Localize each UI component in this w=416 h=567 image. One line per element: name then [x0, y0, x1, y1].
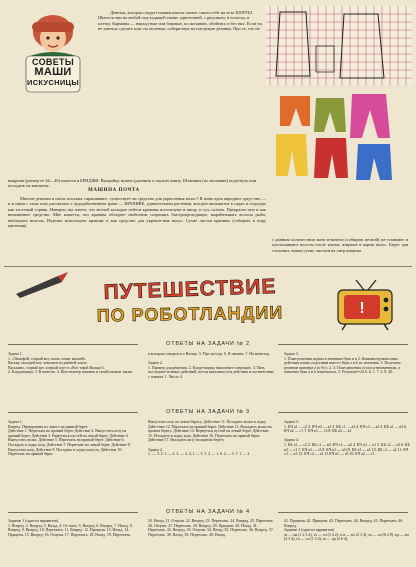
answers-2-heading: ОТВЕТЫ НА ЗАДАЧИ № 2 [166, 341, 250, 347]
rule-left-4 [8, 512, 138, 513]
mail-body-right: с равным количеством мать-и-мачехи (собирать весной) на-стаивают и ополаскивают волосы после мытья, втирают в корни волос. Берут три столовых ложки сухих листьев на литр кипятка. [272, 237, 408, 253]
intro-paragraph: Девочка, которая следует нашим шитья, может сшить себе на лето ШОРТЫ. Шьются они на любой под-ходящей ткани: однотонной, с рисунком, в полоску, в клетку. Карманы — наклад-ные или боковые, по желанию, обойтись и без них. Если ты не умеешь сделать пояс на застежке, собери верх на ши-рокую резинку. Про то, что не [98, 10, 262, 32]
mail-heading: МАШИНА ПОЧТА [88, 188, 140, 193]
answers-4-col-2: 20. Назад. 21. Отцепи. 22. Вперед. 23. Переехать. 24. Вперед. 25. Переехать. 26. Отцепи. 27. Переехать. 28. Вперед. 29. Прицепи. 30. Назад. 31. Переехать. 32. Вперед. 33. Отцепи. 34. Назад. 35. Переехать. 36. Вперед. 37. Переехать. 38. Назад. 39. Переехать. 40. Назад. [148, 519, 274, 537]
answers-4-col-1: Задание 1 (один из вариантов). 1. Вперед. 2. Вперед. 3. Назад. 4. От-пить. 5. Вперед. 6. Вперед. 7. Назад. 8. Вперед. 9. Вперед. 10. Переехать. 11. Вперед. 12. Прицепи. 13. Назад. 14. Прицепи. 15. Вперед. 16. Отцепи. 17. Переехать. 18. Назад. 19. Переехать. [8, 519, 133, 537]
rule-left-2 [8, 344, 138, 345]
answers-3-heading: ОТВЕТЫ НА ЗАДАЧИ № 3 [166, 409, 250, 415]
answers-2-col-2: в котором говорится о Васько. 5. Про-цессор. 6. В памяти. 7. На монитор. Задача 2. 1. Пример для решения. 2. Кладо-вщица выполняет операцию. 3. Пять последова-тельных действий, потом выполнил эти действия в соответствии с планом. 1. Число 4. [148, 352, 274, 379]
logo-title [22, 58, 84, 87]
rule-right-4 [278, 512, 408, 513]
rule-right-2 [278, 344, 408, 345]
answers-4-col-3: 41. Прицепи. 42. Прицепи. 43. Переехать. 44. Вперед. 45. Переехать. 46. Вперед. Задание 2 (один из вариантов). за — ма (1 2 3 4), тл — ол (3 4 2), гол — ко (2 3 4), ло — ол (6 2 0), кр — ма (2 3 4), гк — ол (1 3 4), гл — кр (4 6 4). [284, 519, 409, 542]
logo-line-1: СОВЕТЫ [32, 57, 74, 67]
tv-robot-icon [330, 276, 400, 332]
travel-title [70, 274, 310, 333]
intro-continuation: выкроив (размер ее 44—46) шьются и БРИДЖИ. Выкройку нужно удлинить и заузить книзу. Штанины (по желанию) подогнуть или посадить на манжеты. [8, 178, 257, 189]
answers-2-col-1: Задача 1. 1. «Тимофей, старый кот, плохо ловит мышей» Васька, молодой кот, чемпион по рыбной ловле. Васькино, старый кот, хитрый плут в «Кто такой Васька?» 2. Кладовщица, 3. В повесть. 4. Ком-пьютер машина и своей памяти заклю. [8, 352, 134, 375]
answers-3-col-1: Задача 1. Вперед. Переправить из левого на правый берег. Действие 1. Переехать на правый берег. Действие 2. Выпустить козу на правый берег. Действие 3. Вернуться пустой на левый берег. Действие 4. Выпустить волка. Действие 5. Переехать на правый берег. Действие 6. Посадить в лодку козу. Действие 7. Переехать на левый берег. Действие 8. Выпустить козу. Действие 9. Посадить в лодку капусту. Действие 10. Переехать на правый берег. [8, 420, 131, 457]
svg-text:!: ! [359, 300, 365, 317]
pencil-icon [12, 270, 72, 300]
sewing-pattern-illustration [266, 6, 412, 181]
rule-left-3 [8, 412, 138, 413]
answers-3-col-2: Выпустить козу на левом берегу. Дейст-вие 11. Посадить волка в лодку. Дейст-вие 12. Переехать на правый берег. Действие 13. Высадить волка на правом берегу. Действие 14. Вернуться пустой на левый берег. Действие 15. Посадить в лодку козу. Действие 16. Переехать на правый берег. Действие 17. Высадить козу на правом берегу. Задача 2. 1. — 3. 2. 1 — 2. 3. — 3. 4. 1 — 3. 5. 2 — 1. 6. 2 — 3. 7. 1 — 3. [148, 420, 272, 457]
logo-line-2: МАШИ [34, 66, 72, 78]
answers-2-col-3: Задача 3. 1. План решения задачи в значении букв и в 2. Компьютер выполнил действия плана, подставив вместо букв а и b их значения. 3. Получено решение примера а (х+b) с 2. 4. План решения остался неизменным, а значение букв а и b изменилось. 5. Результат=22.6. 6. 1. 7. 4. 8. 20. [284, 352, 401, 375]
travel-title-line-2: ПО РОБОТЛАНДИИ [96, 302, 284, 326]
travel-title-line-1: ПУТЕШЕСТВИЕ [103, 274, 277, 305]
answers-3-col-3: Задача 3. 1. КЧ а1 — с2 2. КЧ в3 — а1 3. КБ с1 — а3 4. КЧ с3 — а2 5. КБ а1 — в3 6. КЧ а2 — с1 7. КЧ в1 — с3 8. КБ а3 — в1 Задача 4. 1. КБ а1 — с2 2. КБ с1 — в3. КЧ с3 — а2 4. КЧ а3 — в1 5. КБ с2 — а3 6. КБ в3 — с1 7. КЧ а2 — с3 8. КЧ в1 — а3 (9. КБ а3 — в1 10. КБ с1 — а2 11. КЧ с3 — в1 12. КЧ с2 — а3 15 КЧ в1 — а3 16. КЧ а2 — с1. [284, 420, 410, 457]
mail-body: Многие девочки в своих письмах спрашивают: существует ли средство для укрепления волос? Я знаю одно народное сред-ство — и в связи с этим хочу рассказать о чудодейственном траве — КРАПИВЕ, удивительном растении, которое вызыва-ют в садах и огородах как злостный сорняк. Наверно, вы знаете, что весной молодые побеги крапивы используют в пищу, в суп, салаты. Прекрасно оно и как витаминное средство. Мне кажется, что крапива обладает свойством сохранять быстропроходящее, вырабатывать волосы рыба, наблюдать волосы. Изделия используют крапиву и как средство для укрепле-ния волос. Сухие листья крапивы (собирать в пору цветения) [8, 196, 266, 229]
section-divider [4, 266, 412, 267]
rule-right-3 [278, 412, 408, 413]
answers-4-heading: ОТВЕТЫ НА ЗАДАЧИ № 4 [166, 509, 250, 515]
logo-line-3: ИСКУСНИЦЫ [27, 78, 79, 87]
